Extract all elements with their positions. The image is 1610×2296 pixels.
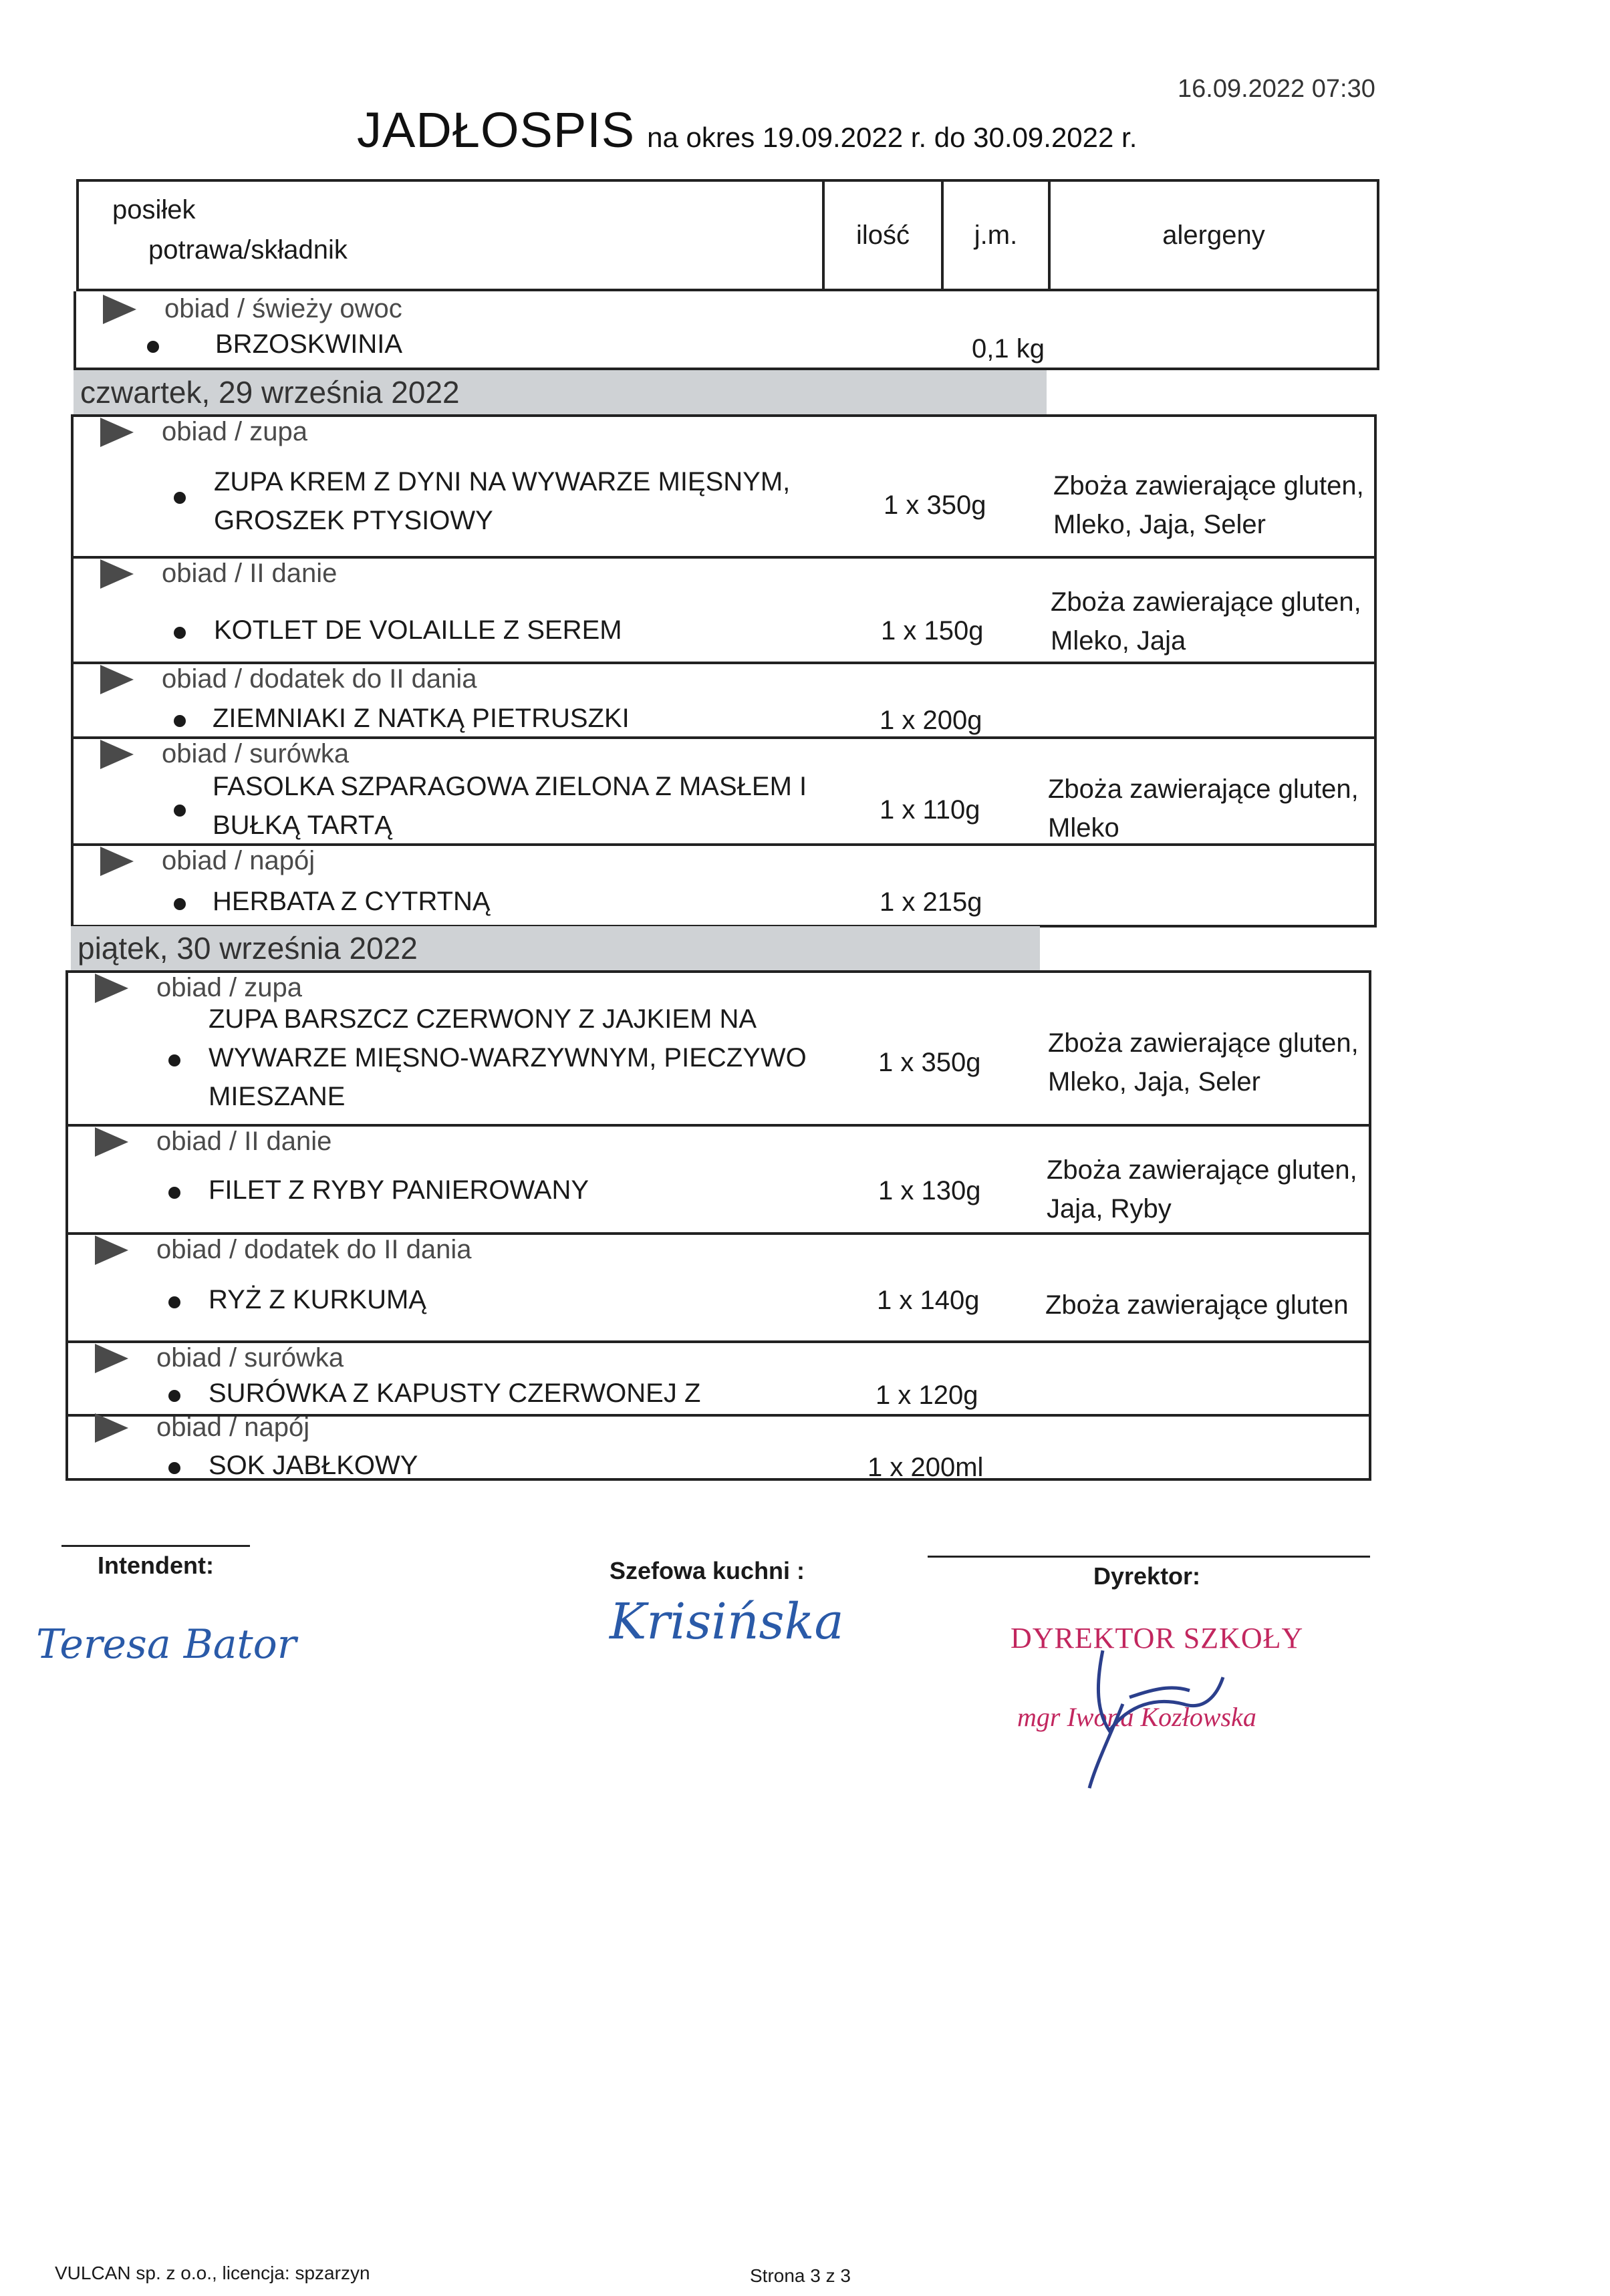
dish-name: ZUPA BARSZCZ CZERWONY Z JAJKIEM NA WYWARZE MIĘSNO-WARZYWNYM, PIECZYWO MIESZANE	[209, 1004, 807, 1111]
dish-allergens: Zboża zawierające gluten, Mleko, Jaja	[1051, 587, 1361, 656]
dish-qty: 1 x 140g	[877, 1286, 980, 1315]
dish-name: SURÓWKA Z KAPUSTY CZERWONEJ Z	[209, 1379, 701, 1408]
dish-allergens: Zboża zawierające gluten	[1045, 1290, 1349, 1320]
dish-allergens: Zboża zawierające gluten, Mleko, Jaja, Seler	[1048, 1028, 1359, 1097]
bullet-icon	[174, 805, 186, 817]
bullet-icon	[174, 898, 186, 910]
title-range: na okres 19.09.2022 r. do 30.09.2022 r.	[647, 122, 1137, 153]
bullet-icon	[168, 1296, 180, 1308]
intendent-line	[61, 1545, 250, 1547]
meal-label: obiad / dodatek do II dania	[162, 664, 477, 694]
intendent-label: Intendent:	[98, 1552, 214, 1579]
triangle-icon	[95, 1236, 128, 1265]
header-col-dish	[79, 182, 822, 289]
bullet-icon	[168, 1187, 180, 1199]
table-row	[68, 1124, 1369, 1235]
dish-qty: 1 x 150g	[881, 616, 984, 645]
footer-license: VULCAN sp. z o.o., licencja: spzarzyn	[55, 2263, 370, 2283]
triangle-icon	[100, 740, 134, 769]
stamp-name: mgr Iwona Kozłowska	[1017, 1702, 1256, 1732]
page-title	[357, 102, 1137, 158]
table-row	[74, 417, 1374, 556]
intendent-signature: Teresa Bator	[36, 1621, 297, 1668]
table-row	[68, 1340, 1369, 1417]
director-signature-icon	[1049, 1630, 1263, 1791]
dish-name: SOK JABŁKOWY	[209, 1451, 418, 1480]
dyrektor-line	[928, 1556, 1370, 1558]
header-potrawa: potrawa/składnik	[148, 235, 348, 265]
dish-qty: 1 x 215g	[880, 887, 982, 917]
triangle-icon	[95, 1344, 128, 1373]
szefowa-signature: Krisińska	[610, 1593, 844, 1651]
day-header: piątek, 30 września 2022	[71, 926, 1040, 970]
triangle-icon	[100, 418, 134, 447]
dish-allergens: Zboża zawierające gluten, Jaja, Ryby	[1047, 1155, 1357, 1224]
header-ilosc: ilość	[855, 221, 910, 250]
dish-qty: 1 x 110g	[880, 795, 980, 825]
header-col-qty	[822, 182, 941, 289]
triangle-icon	[100, 665, 134, 694]
day-header: czwartek, 29 września 2022	[74, 370, 1047, 414]
meal-label: obiad / napój	[162, 846, 315, 875]
day2-group	[65, 970, 1371, 1481]
table-row	[74, 556, 1374, 664]
table-row	[68, 973, 1369, 1124]
bullet-icon	[147, 341, 159, 353]
meal-label: obiad / II danie	[156, 1127, 332, 1156]
dish-qty: 1 x 350g	[878, 1048, 981, 1077]
bullet-icon	[168, 1390, 180, 1402]
table-row	[74, 843, 1374, 930]
header-jm: j.m.	[974, 221, 1018, 250]
meal-label: obiad / świeży owoc	[103, 294, 402, 324]
meal-label: obiad / napój	[156, 1413, 310, 1442]
dish-qty: 1 x 130g	[878, 1176, 981, 1205]
dish-name: RYŻ Z KURKUMĄ	[209, 1285, 426, 1314]
triangle-icon	[95, 1413, 128, 1443]
dish-name: FASOLKA SZPARAGOWA ZIELONA Z MASŁEM I BUŁKĄ TARTĄ	[213, 772, 807, 840]
dish-qty: 1 x 120g	[876, 1381, 978, 1410]
triangle-icon	[95, 1127, 128, 1157]
dish-name: ZUPA KREM Z DYNI NA WYWARZE MIĘSNYM, GROSZEK PTYSIOWY	[214, 467, 791, 535]
dish-name: KOTLET DE VOLAILLE Z SEREM	[214, 615, 622, 645]
dish-qty: 1 x 200ml	[867, 1453, 984, 1482]
footer-page-number: Strona 3 z 3	[750, 2265, 851, 2286]
table-row	[74, 736, 1374, 846]
meal-label: obiad / zupa	[162, 417, 307, 446]
dish-name: ZIEMNIAKI Z NATKĄ PIETRUSZKI	[213, 704, 630, 733]
dish-allergens: Zboża zawierające gluten, Mleko, Jaja, Seler	[1053, 471, 1364, 539]
header-alergeny: alergeny	[1162, 221, 1265, 250]
table-row	[74, 662, 1374, 739]
dish-name: FILET Z RYBY PANIEROWANY	[209, 1175, 589, 1205]
stamp-title: DYREKTOR SZKOŁY	[1011, 1622, 1304, 1655]
meal-label: obiad / surówka	[162, 739, 350, 768]
header-posilek: posiłek	[112, 195, 196, 225]
dish-name: BRZOSKWINIA	[215, 329, 403, 359]
meal-label: obiad / surówka	[156, 1343, 344, 1373]
meal-label: obiad / zupa	[156, 973, 302, 1002]
bullet-icon	[168, 1462, 180, 1474]
triangle-icon	[100, 559, 134, 589]
meal-label: obiad / dodatek do II dania	[156, 1235, 472, 1264]
header-col-allergens	[1048, 182, 1377, 289]
table-row	[68, 1232, 1369, 1343]
szefowa-label: Szefowa kuchni :	[610, 1557, 805, 1584]
meal-label: obiad / II danie	[162, 559, 338, 588]
triangle-icon	[95, 974, 128, 1003]
dish-allergens: Zboża zawierające gluten, Mleko	[1048, 774, 1359, 843]
dish-qty: 1 x 200g	[880, 706, 982, 735]
timestamp: 16.09.2022 07:30	[1178, 75, 1375, 103]
dish-qty: 1 x 350g	[884, 490, 986, 520]
menu-header	[76, 179, 1379, 291]
dyrektor-label: Dyrektor:	[1093, 1562, 1201, 1590]
day1-group	[71, 414, 1377, 927]
bullet-icon	[168, 1054, 180, 1066]
triangle-icon	[103, 295, 136, 324]
header-col-unit	[941, 182, 1048, 289]
bullet-icon	[174, 492, 186, 504]
carry-group	[74, 291, 1379, 370]
bullet-icon	[174, 627, 186, 639]
title-main: JADŁOSPIS	[357, 102, 636, 158]
bullet-icon	[174, 715, 186, 727]
dish-qty: 0,1 kg	[972, 334, 1045, 364]
table-row	[68, 1414, 1369, 1483]
triangle-icon	[100, 847, 134, 876]
dish-name: HERBATA Z CYTRTNĄ	[213, 887, 491, 916]
